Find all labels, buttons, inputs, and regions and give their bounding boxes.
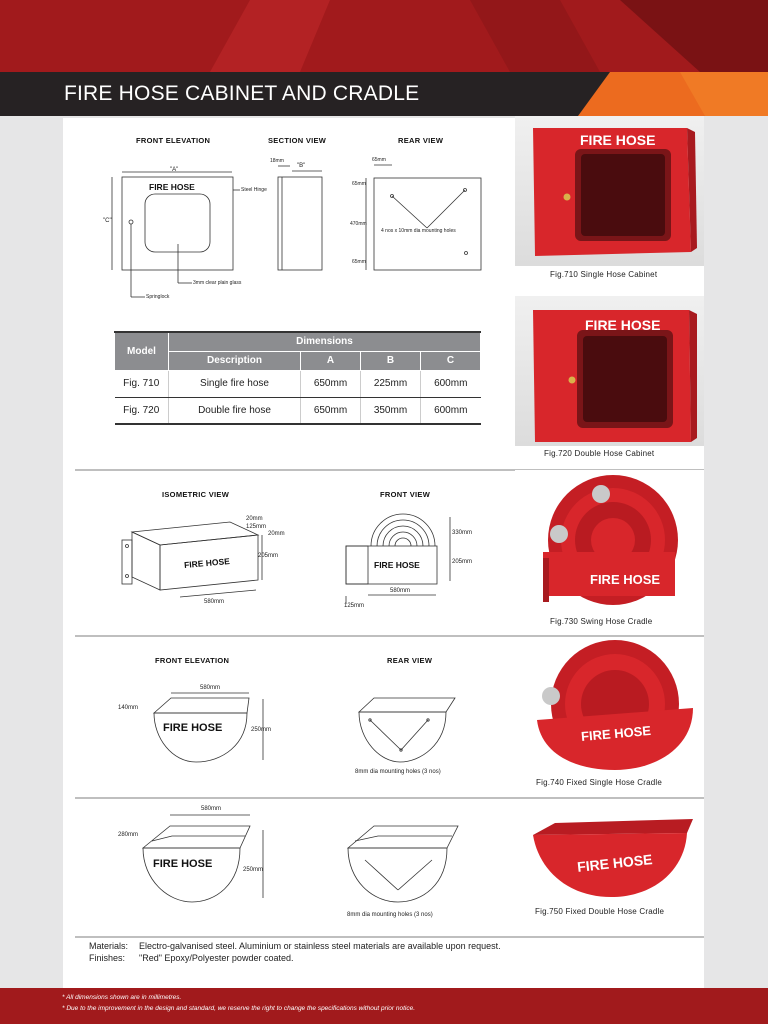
product-720-fire-hose-text: FIRE HOSE xyxy=(585,317,661,333)
single-dim-250: 250mm xyxy=(251,727,272,733)
single-dim-140: 140mm xyxy=(118,705,139,711)
cell-c: 600mm xyxy=(421,397,481,424)
cell-model: Fig. 720 xyxy=(115,397,169,424)
cell-a: 650mm xyxy=(301,370,361,397)
swing-iso-fire-hose-text: FIRE HOSE xyxy=(183,556,231,570)
swing-front-dim-125: 125mm xyxy=(344,603,365,609)
materials-key: Materials: xyxy=(89,941,129,951)
rear-dim-65-side: 65mm xyxy=(352,181,366,187)
double-dim-580: 580mm xyxy=(201,806,222,812)
swing-dim-20-side: 20mm xyxy=(268,531,285,537)
product-caption-750: Fig.750 Fixed Double Hose Cradle xyxy=(535,907,665,916)
fixed-single-hose-cradle-image xyxy=(515,638,704,776)
page-footer xyxy=(0,988,768,1024)
clear-glass-label: 3mm clear plain glass xyxy=(193,280,242,286)
dim-18-label: 18mm xyxy=(270,158,284,164)
dimensions-table xyxy=(114,331,481,425)
product-photo-730 xyxy=(515,470,704,610)
product-750-fire-hose-text: FIRE HOSE xyxy=(576,851,654,875)
product-caption-740: Fig.740 Fixed Single Hose Cradle xyxy=(536,778,663,787)
model-header: Model xyxy=(115,332,169,370)
swing-front-dim-580: 580mm xyxy=(390,588,411,594)
cell-description: Single fire hose xyxy=(169,370,301,397)
footer-note-dimensions: * All dimensions shown are in millimetres. xyxy=(62,994,182,1001)
section-view-label: SECTION VIEW xyxy=(268,136,327,145)
cell-b: 225mm xyxy=(361,370,421,397)
swing-front-fire-hose-text: FIRE HOSE xyxy=(374,560,420,570)
product-730-fire-hose-text: FIRE HOSE xyxy=(590,572,661,587)
cell-b: 350mm xyxy=(361,397,421,424)
description-header: Description xyxy=(169,351,301,370)
product-photo-750 xyxy=(515,805,704,903)
swing-dim-205: 205mm xyxy=(258,553,279,559)
materials-block xyxy=(89,940,501,964)
rear-dim-470: 470mm xyxy=(350,221,367,227)
double-mounting-holes-label: 8mm dia mounting holes (3 nos) xyxy=(347,912,433,918)
finishes-value: "Red" Epoxy/Polyester powder coated. xyxy=(139,953,294,963)
dim-b-label: "B" xyxy=(297,163,306,169)
swing-hose-cradle-image xyxy=(515,470,704,610)
swing-dim-580: 580mm xyxy=(204,599,225,605)
front-view-label: FRONT VIEW xyxy=(380,490,431,499)
materials-value: Electro-galvanised steel. Aluminium or stainless steel materials are available upon request. xyxy=(139,941,501,951)
product-caption-730: Fig.730 Swing Hose Cradle xyxy=(550,617,653,626)
isometric-view-label: ISOMETRIC VIEW xyxy=(162,490,230,499)
col-b-header: B xyxy=(361,351,421,370)
product-caption-710: Fig.710 Single Hose Cabinet xyxy=(550,270,658,279)
fixed-double-hose-cradle-image xyxy=(515,805,704,903)
double-dim-280: 280mm xyxy=(118,832,139,838)
cell-model: Fig. 710 xyxy=(115,370,169,397)
double-dim-250: 250mm xyxy=(243,867,264,873)
swing-front-dim-205: 205mm xyxy=(452,559,473,565)
dim-c-label: "C" xyxy=(103,218,112,224)
single-mounting-holes-label: 8mm dia mounting holes (3 nos) xyxy=(355,769,441,775)
single-front-elevation-label: FRONT ELEVATION xyxy=(155,656,230,665)
cell-a: 650mm xyxy=(301,397,361,424)
dim-a-label: "A" xyxy=(170,167,179,173)
footer-note-disclaimer: * Due to the improvement in the design and standard, we reserve the right to change the specifications without prior notice. xyxy=(62,1005,416,1012)
col-a-header: A xyxy=(301,351,361,370)
table-row xyxy=(115,370,481,397)
finishes-line xyxy=(89,952,501,964)
rear-dim-65-top: 65mm xyxy=(372,157,386,163)
single-rear-view-label: REAR VIEW xyxy=(387,656,433,665)
table-row xyxy=(115,397,481,424)
front-elevation-label: FRONT ELEVATION xyxy=(136,136,211,145)
product-caption-720: Fig.720 Double Hose Cabinet xyxy=(544,449,655,458)
swing-front-dim-330: 330mm xyxy=(452,530,473,536)
mounting-holes-label: 4 nos x 10mm dia mounting holes xyxy=(381,228,456,234)
page-header xyxy=(0,0,768,118)
dimensions-header: Dimensions xyxy=(169,332,481,351)
rear-dim-65-bottom: 65mm xyxy=(352,259,366,265)
product-photo-720 xyxy=(515,296,704,446)
swing-dim-20-top: 20mm xyxy=(246,516,263,522)
materials-line xyxy=(89,940,501,952)
steel-hinge-label: Steel Hinge xyxy=(241,187,267,193)
product-710-fire-hose-text: FIRE HOSE xyxy=(580,132,656,148)
page-title: FIRE HOSE CABINET AND CRADLE xyxy=(64,82,420,105)
springlock-label: Springlock xyxy=(146,294,170,300)
cabinet-drawing-fire-hose-text: FIRE HOSE xyxy=(149,182,195,192)
product-photo-710 xyxy=(515,116,704,266)
single-dim-580: 580mm xyxy=(200,685,221,691)
product-740-fire-hose-text: FIRE HOSE xyxy=(580,722,652,745)
product-photo-740 xyxy=(515,638,704,776)
finishes-key: Finishes: xyxy=(89,953,126,963)
swing-dim-125: 125mm xyxy=(246,524,267,530)
col-c-header: C xyxy=(421,351,481,370)
rear-view-label: REAR VIEW xyxy=(398,136,444,145)
cell-c: 600mm xyxy=(421,370,481,397)
single-cradle-fire-hose-text: FIRE HOSE xyxy=(163,722,223,734)
double-cradle-fire-hose-text: FIRE HOSE xyxy=(153,858,213,870)
cell-description: Double fire hose xyxy=(169,397,301,424)
